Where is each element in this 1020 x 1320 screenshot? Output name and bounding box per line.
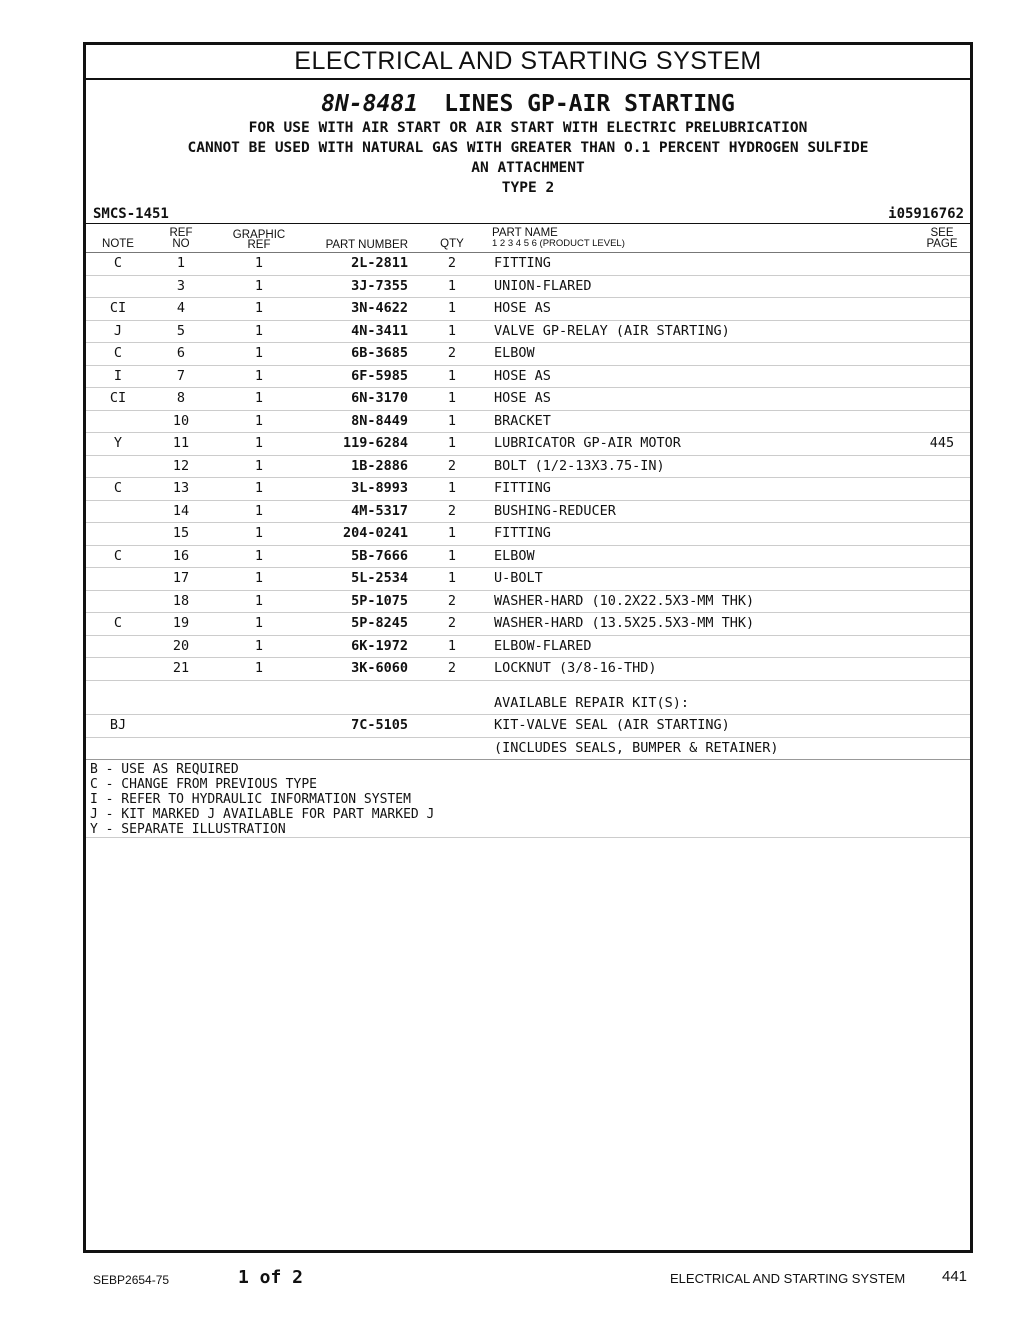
kit-part-number: 7C-5105 (351, 717, 408, 733)
id-line (86, 205, 970, 224)
table-row (86, 523, 970, 546)
row-part-number: 4N-3411 (351, 322, 408, 339)
row-part-name: WASHER-HARD (10.2X22.5X3-MM THK) (494, 592, 755, 609)
group-part-title: LINES GP-AIR STARTING (444, 91, 735, 117)
row-note: Y (113, 435, 123, 451)
row-part-number: 5L-2534 (351, 570, 408, 586)
table-row (86, 591, 970, 614)
row-graphic-ref: 1 (254, 277, 264, 294)
row-qty: 2 (447, 660, 457, 676)
row-note: I (113, 367, 123, 384)
table-row (86, 568, 970, 591)
row-graphic-ref: 1 (254, 660, 264, 676)
row-part-name: ELBOW (494, 547, 535, 564)
table-row (86, 478, 970, 501)
table-row (86, 411, 970, 434)
row-part-number: 4M-5317 (351, 502, 408, 519)
row-qty: 1 (447, 390, 457, 406)
col-ref-top: REF (169, 227, 193, 239)
row-ref-no: 8 (176, 390, 186, 406)
row-ref-no: 1 (176, 255, 186, 271)
row-part-name: LOCKNUT (3/8-16-THD) (494, 660, 657, 676)
row-qty: 1 (447, 480, 457, 496)
col-graphic-bottom: REF (247, 239, 271, 251)
table-row (86, 276, 970, 299)
row-graphic-ref: 1 (254, 390, 264, 406)
row-graphic-ref: 1 (254, 592, 264, 609)
row-note: C (113, 615, 123, 631)
col-graphic-top: GRAPHIC (232, 229, 286, 241)
row-qty: 2 (447, 255, 457, 271)
row-part-name: VALVE GP-RELAY (AIR STARTING) (494, 322, 730, 339)
header-line: FOR USE WITH AIR START OR AIR START WITH ELECTRIC PRELUBRICATION (248, 120, 808, 136)
footer-doc-number: SEBP2654-75 (93, 1273, 170, 1287)
row-qty: 1 (447, 570, 457, 586)
row-ref-no: 5 (176, 322, 186, 339)
row-ref-no: 14 (172, 502, 190, 519)
row-qty: 1 (447, 367, 457, 384)
table-row (86, 343, 970, 366)
header-line: TYPE 2 (501, 180, 555, 196)
row-graphic-ref: 1 (254, 637, 264, 654)
col-note: NOTE (102, 238, 134, 250)
group-title (86, 90, 970, 118)
row-qty: 1 (447, 277, 457, 294)
table-row (86, 658, 970, 681)
doc-id: i05916762 (888, 206, 964, 222)
note-line: C - CHANGE FROM PREVIOUS TYPE (90, 777, 317, 792)
row-qty: 1 (447, 435, 457, 451)
column-header (86, 224, 970, 253)
kit-note: BJ (109, 717, 127, 733)
page-footer (0, 1267, 1020, 1289)
row-part-name: ELBOW-FLARED (494, 637, 592, 654)
table-row (86, 366, 970, 389)
row-note: CI (109, 300, 127, 316)
col-see-top: SEE (930, 227, 954, 239)
row-graphic-ref: 1 (254, 570, 264, 586)
row-ref-no: 3 (176, 277, 186, 294)
note-line: Y - SEPARATE ILLUSTRATION (90, 822, 286, 837)
table-row (86, 613, 970, 636)
notes-legend (86, 759, 970, 838)
row-part-name: BUSHING-REDUCER (494, 502, 616, 519)
table-row (86, 253, 970, 276)
row-graphic-ref: 1 (254, 480, 264, 496)
row-part-name: FITTING (494, 480, 551, 496)
table-row (86, 388, 970, 411)
row-graphic-ref: 1 (254, 615, 264, 631)
row-part-name: BOLT (1/2-13X3.75-IN) (494, 457, 665, 474)
row-qty: 2 (447, 502, 457, 519)
col-part-number: PART NUMBER (325, 239, 408, 251)
col-product-level: 1 2 3 4 5 6 (PRODUCT LEVEL) (492, 238, 625, 249)
row-part-number: 119-6284 (342, 435, 408, 451)
table-row (86, 298, 970, 321)
row-qty: 1 (447, 547, 457, 564)
row-part-name: HOSE AS (494, 300, 551, 316)
row-qty: 1 (447, 300, 457, 316)
row-part-number: 204-0241 (342, 525, 408, 541)
row-part-number: 5P-8245 (351, 615, 408, 631)
note-line: I - REFER TO HYDRAULIC INFORMATION SYSTEM (90, 792, 411, 807)
row-part-name: ELBOW (494, 345, 535, 361)
row-ref-no: 21 (172, 660, 190, 676)
table-row (86, 546, 970, 569)
table-row (86, 433, 970, 456)
row-qty: 2 (447, 592, 457, 609)
note-line: J - KIT MARKED J AVAILABLE FOR PART MARKED J (90, 807, 435, 822)
kit-heading-row (86, 693, 970, 716)
footer-page-number: 441 (942, 1268, 968, 1285)
row-graphic-ref: 1 (254, 255, 264, 271)
row-part-name: U-BOLT (494, 570, 543, 586)
row-part-name: HOSE AS (494, 390, 551, 406)
row-part-number: 6N-3170 (351, 390, 408, 406)
row-graphic-ref: 1 (254, 525, 264, 541)
parts-list (86, 253, 970, 681)
col-part-name: PART NAME (492, 227, 558, 239)
row-part-number: 3K-6060 (351, 660, 408, 676)
row-part-name: FITTING (494, 255, 551, 271)
row-qty: 2 (447, 615, 457, 631)
header-line: AN ATTACHMENT (471, 160, 585, 176)
row-ref-no: 7 (176, 367, 186, 384)
row-qty: 1 (447, 525, 457, 541)
row-graphic-ref: 1 (254, 412, 264, 429)
row-qty: 1 (447, 412, 457, 429)
row-graphic-ref: 1 (254, 300, 264, 316)
header-line: CANNOT BE USED WITH NATURAL GAS WITH GREATER THAN O.1 PERCENT HYDROGEN SULFIDE (187, 140, 869, 156)
row-part-name: LUBRICATOR GP-AIR MOTOR (494, 435, 681, 451)
row-ref-no: 16 (172, 547, 190, 564)
spacer (86, 681, 970, 693)
row-part-number: 6K-1972 (351, 637, 408, 654)
row-part-number: 8N-8449 (351, 412, 408, 429)
page-frame (83, 42, 973, 1253)
row-note: C (113, 480, 123, 496)
row-qty: 2 (447, 457, 457, 474)
col-see-bottom: PAGE (926, 238, 958, 250)
table-row (86, 321, 970, 344)
group-part-number: 8N-8481 (321, 91, 419, 117)
row-note: C (113, 345, 123, 361)
row-note: J (113, 322, 123, 339)
row-ref-no: 15 (172, 525, 190, 541)
row-note: C (113, 547, 123, 564)
row-ref-no: 11 (172, 435, 190, 451)
row-part-name: FITTING (494, 525, 551, 541)
row-ref-no: 20 (172, 637, 190, 654)
row-graphic-ref: 1 (254, 547, 264, 564)
kit-row (86, 715, 970, 738)
kit-part-name: KIT-VALVE SEAL (AIR STARTING) (494, 717, 730, 733)
col-ref-bottom: NO (172, 238, 190, 250)
row-graphic-ref: 1 (254, 345, 264, 361)
row-part-number: 5B-7666 (351, 547, 408, 564)
row-see-page: 445 (929, 435, 955, 451)
row-ref-no: 10 (172, 412, 190, 429)
row-ref-no: 19 (172, 615, 190, 631)
row-graphic-ref: 1 (254, 367, 264, 384)
table-row (86, 456, 970, 479)
row-ref-no: 13 (172, 480, 190, 496)
row-part-name: HOSE AS (494, 367, 551, 384)
kit-row (86, 738, 970, 760)
note-line: B - USE AS REQUIRED (90, 762, 239, 777)
row-part-number: 1B-2886 (351, 457, 408, 474)
row-part-name: WASHER-HARD (13.5X25.5X3-MM THK) (494, 615, 755, 631)
section-title: ELECTRICAL AND STARTING SYSTEM (86, 45, 970, 80)
row-ref-no: 6 (176, 345, 186, 361)
row-ref-no: 18 (172, 592, 190, 609)
row-part-number: 5P-1075 (351, 592, 408, 609)
col-qty: QTY (440, 238, 464, 250)
row-qty: 1 (447, 637, 457, 654)
row-note: CI (109, 390, 127, 406)
smcs-code: SMCS-1451 (93, 206, 169, 222)
row-part-number: 3N-4622 (351, 300, 408, 316)
row-part-number: 3J-7355 (351, 277, 408, 294)
row-ref-no: 17 (172, 570, 190, 586)
row-ref-no: 12 (172, 457, 190, 474)
row-graphic-ref: 1 (254, 457, 264, 474)
row-graphic-ref: 1 (254, 435, 264, 451)
kit-heading: AVAILABLE REPAIR KIT(S): (494, 694, 690, 711)
table-row (86, 501, 970, 524)
row-qty: 1 (447, 322, 457, 339)
row-graphic-ref: 1 (254, 502, 264, 519)
row-part-number: 3L-8993 (351, 480, 408, 496)
row-part-number: 6F-5985 (351, 367, 408, 384)
footer-section: ELECTRICAL AND STARTING SYSTEM (670, 1271, 906, 1286)
row-ref-no: 4 (176, 300, 186, 316)
row-part-name: UNION-FLARED (494, 277, 592, 294)
row-part-number: 2L-2811 (351, 255, 408, 271)
row-graphic-ref: 1 (254, 322, 264, 339)
row-part-number: 6B-3685 (351, 345, 408, 361)
row-part-name: BRACKET (494, 412, 551, 429)
kit-part-name: (INCLUDES SEALS, BUMPER & RETAINER) (494, 739, 779, 756)
row-note: C (113, 255, 123, 271)
row-qty: 2 (447, 345, 457, 361)
group-header (86, 90, 970, 198)
table-row (86, 636, 970, 659)
footer-page-of: 1 of 2 (238, 1267, 304, 1288)
